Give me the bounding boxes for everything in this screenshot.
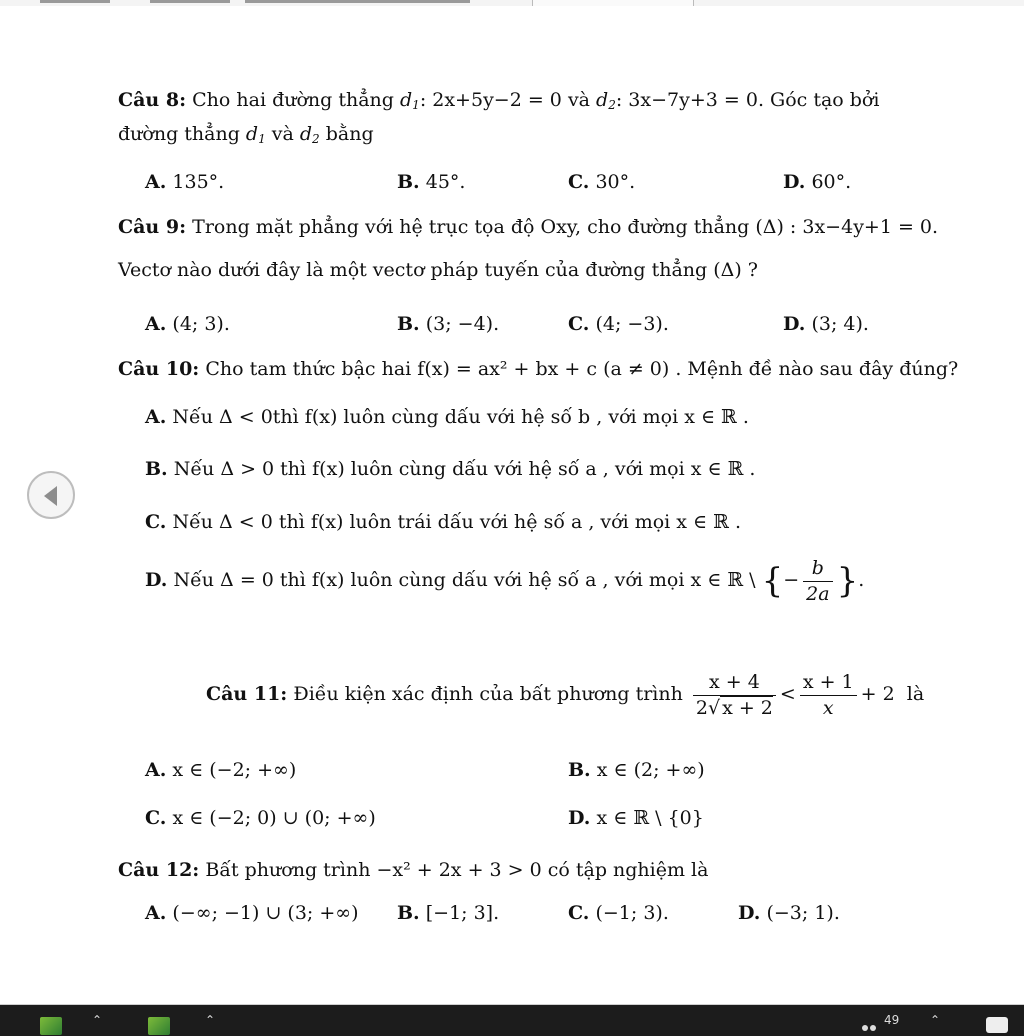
q9-option-d: D. (3; 4). bbox=[783, 313, 869, 335]
q11-option-d: D. x ∈ ℝ \ {0} bbox=[568, 807, 704, 829]
toolbar-fragment bbox=[245, 0, 470, 3]
indicator-dot bbox=[862, 1025, 868, 1031]
q11-option-a: A. x ∈ (−2; +∞) bbox=[145, 759, 297, 781]
q12-option-d: D. (−3; 1). bbox=[738, 902, 840, 924]
toolbar-fragment bbox=[150, 0, 230, 3]
q11-option-b: B. x ∈ (2; +∞) bbox=[568, 759, 705, 781]
chevron-up-icon[interactable]: ⌃ bbox=[92, 1013, 103, 1027]
fraction: $\frac{x + 1}{x}$ bbox=[800, 670, 857, 720]
q9-label: Câu 9: bbox=[118, 216, 187, 238]
q9-line1 bbox=[118, 216, 938, 239]
q10-option-b: B. Nếu Δ > 0 thì f(x) luôn cùng dấu với hệ số a , với mọi x ∈ ℝ . bbox=[145, 458, 756, 480]
q8-option-a: A. 135°. bbox=[145, 171, 225, 193]
q9-text: Vectơ nào dưới đây là một vectơ pháp tuyến của đường thẳng (Δ) ? bbox=[118, 259, 758, 281]
fraction: $\frac{x + 4}{2√ x + 2}$ bbox=[693, 670, 776, 720]
q12-line1 bbox=[118, 859, 708, 882]
q12-option-c: C. (−1; 3). bbox=[568, 902, 669, 924]
d1-equation: : 2x+5y−2 = 0 bbox=[419, 89, 562, 111]
q8-label: Câu 8: bbox=[118, 89, 187, 111]
q10-option-c: C. Nếu Δ < 0 thì f(x) luôn trái dấu với hệ số a , với mọi x ∈ ℝ . bbox=[145, 511, 742, 533]
d2-symbol: $d_2$ bbox=[596, 89, 616, 112]
q10-text: Cho tam thức bậc hai f(x) = ax² + bx + c (a ≠ 0) . Mệnh đề nào sau đây đúng? bbox=[199, 358, 959, 380]
q8-line1 bbox=[118, 89, 879, 112]
q8-text: bằng bbox=[319, 123, 374, 145]
q8-option-b: B. 45°. bbox=[397, 171, 466, 193]
q10-line1 bbox=[118, 358, 958, 381]
d1-symbol: $d_1$ bbox=[245, 123, 266, 146]
q9-option-a: A. (4; 3). bbox=[145, 313, 230, 335]
q8-and: và bbox=[561, 89, 597, 111]
d2-equation: : 3x−7y+3 = 0 bbox=[615, 89, 758, 111]
q12-text: Bất phương trình −x² + 2x + 3 > 0 có tập nghiệm là bbox=[199, 859, 709, 881]
chevron-up-icon[interactable]: ⌃ bbox=[930, 1013, 941, 1027]
q11-label: Câu 11: bbox=[206, 683, 288, 706]
q8-line2 bbox=[118, 123, 374, 146]
q9-line2 bbox=[118, 259, 758, 282]
chevron-up-icon[interactable]: ⌃ bbox=[205, 1013, 216, 1027]
q11-text: Điều kiện xác định của bất phương trình bbox=[287, 683, 689, 706]
q9-text: Trong mặt phẳng với hệ trục tọa độ Oxy, cho đường thẳng (Δ) : 3x−4y+1 = 0. bbox=[186, 216, 939, 238]
window-icon[interactable] bbox=[986, 1017, 1008, 1033]
q12-label: Câu 12: bbox=[118, 859, 200, 881]
d2-symbol: $d_2$ bbox=[299, 123, 320, 146]
page-number: 49 bbox=[884, 1013, 900, 1027]
q8-option-c: C. 30°. bbox=[568, 171, 636, 193]
q9-option-c: C. (4; −3). bbox=[568, 313, 669, 335]
q12-option-a: A. (−∞; −1) ∪ (3; +∞) bbox=[145, 902, 359, 924]
document-page bbox=[0, 6, 1024, 1004]
q11-option-c: C. x ∈ (−2; 0) ∪ (0; +∞) bbox=[145, 807, 376, 829]
previous-page-button[interactable] bbox=[27, 471, 75, 519]
q9-option-b: B. (3; −4). bbox=[397, 313, 500, 335]
d1-symbol: $d_1$ bbox=[400, 89, 420, 112]
pen-tool-icon[interactable] bbox=[40, 1017, 62, 1035]
q8-option-d: D. 60°. bbox=[783, 171, 852, 193]
q8-text: đường thẳng bbox=[118, 123, 246, 145]
highlighter-icon[interactable] bbox=[148, 1017, 170, 1035]
q12-option-b: B. [−1; 3]. bbox=[397, 902, 500, 924]
q8-text: Cho hai đường thẳng bbox=[186, 89, 400, 111]
q10-option-d: D. Nếu Δ = 0 thì f(x) luôn cùng dấu với hệ số a , với mọi x ∈ ℝ \ {− $\frac{b}{2a}$ }. bbox=[145, 557, 865, 605]
q11-line1: Câu 11: Điều kiện xác định của bất phương trình $\frac{x + 4}{2√ x + 2}$ < $\frac{x + 1}{x}$ + 2 là bbox=[206, 671, 925, 719]
q10-label: Câu 10: bbox=[118, 358, 200, 380]
indicator-dot bbox=[870, 1025, 876, 1031]
fraction: $\frac{b}{2a}$ bbox=[803, 556, 832, 606]
q8-text: và bbox=[265, 123, 300, 145]
taskbar bbox=[0, 1004, 1024, 1036]
q10-option-a: A. Nếu Δ < 0thì f(x) luôn cùng dấu với hệ số b , với mọi x ∈ ℝ . bbox=[145, 406, 749, 428]
q8-text: . Góc tạo bởi bbox=[757, 89, 880, 111]
toolbar-fragment bbox=[40, 0, 110, 3]
